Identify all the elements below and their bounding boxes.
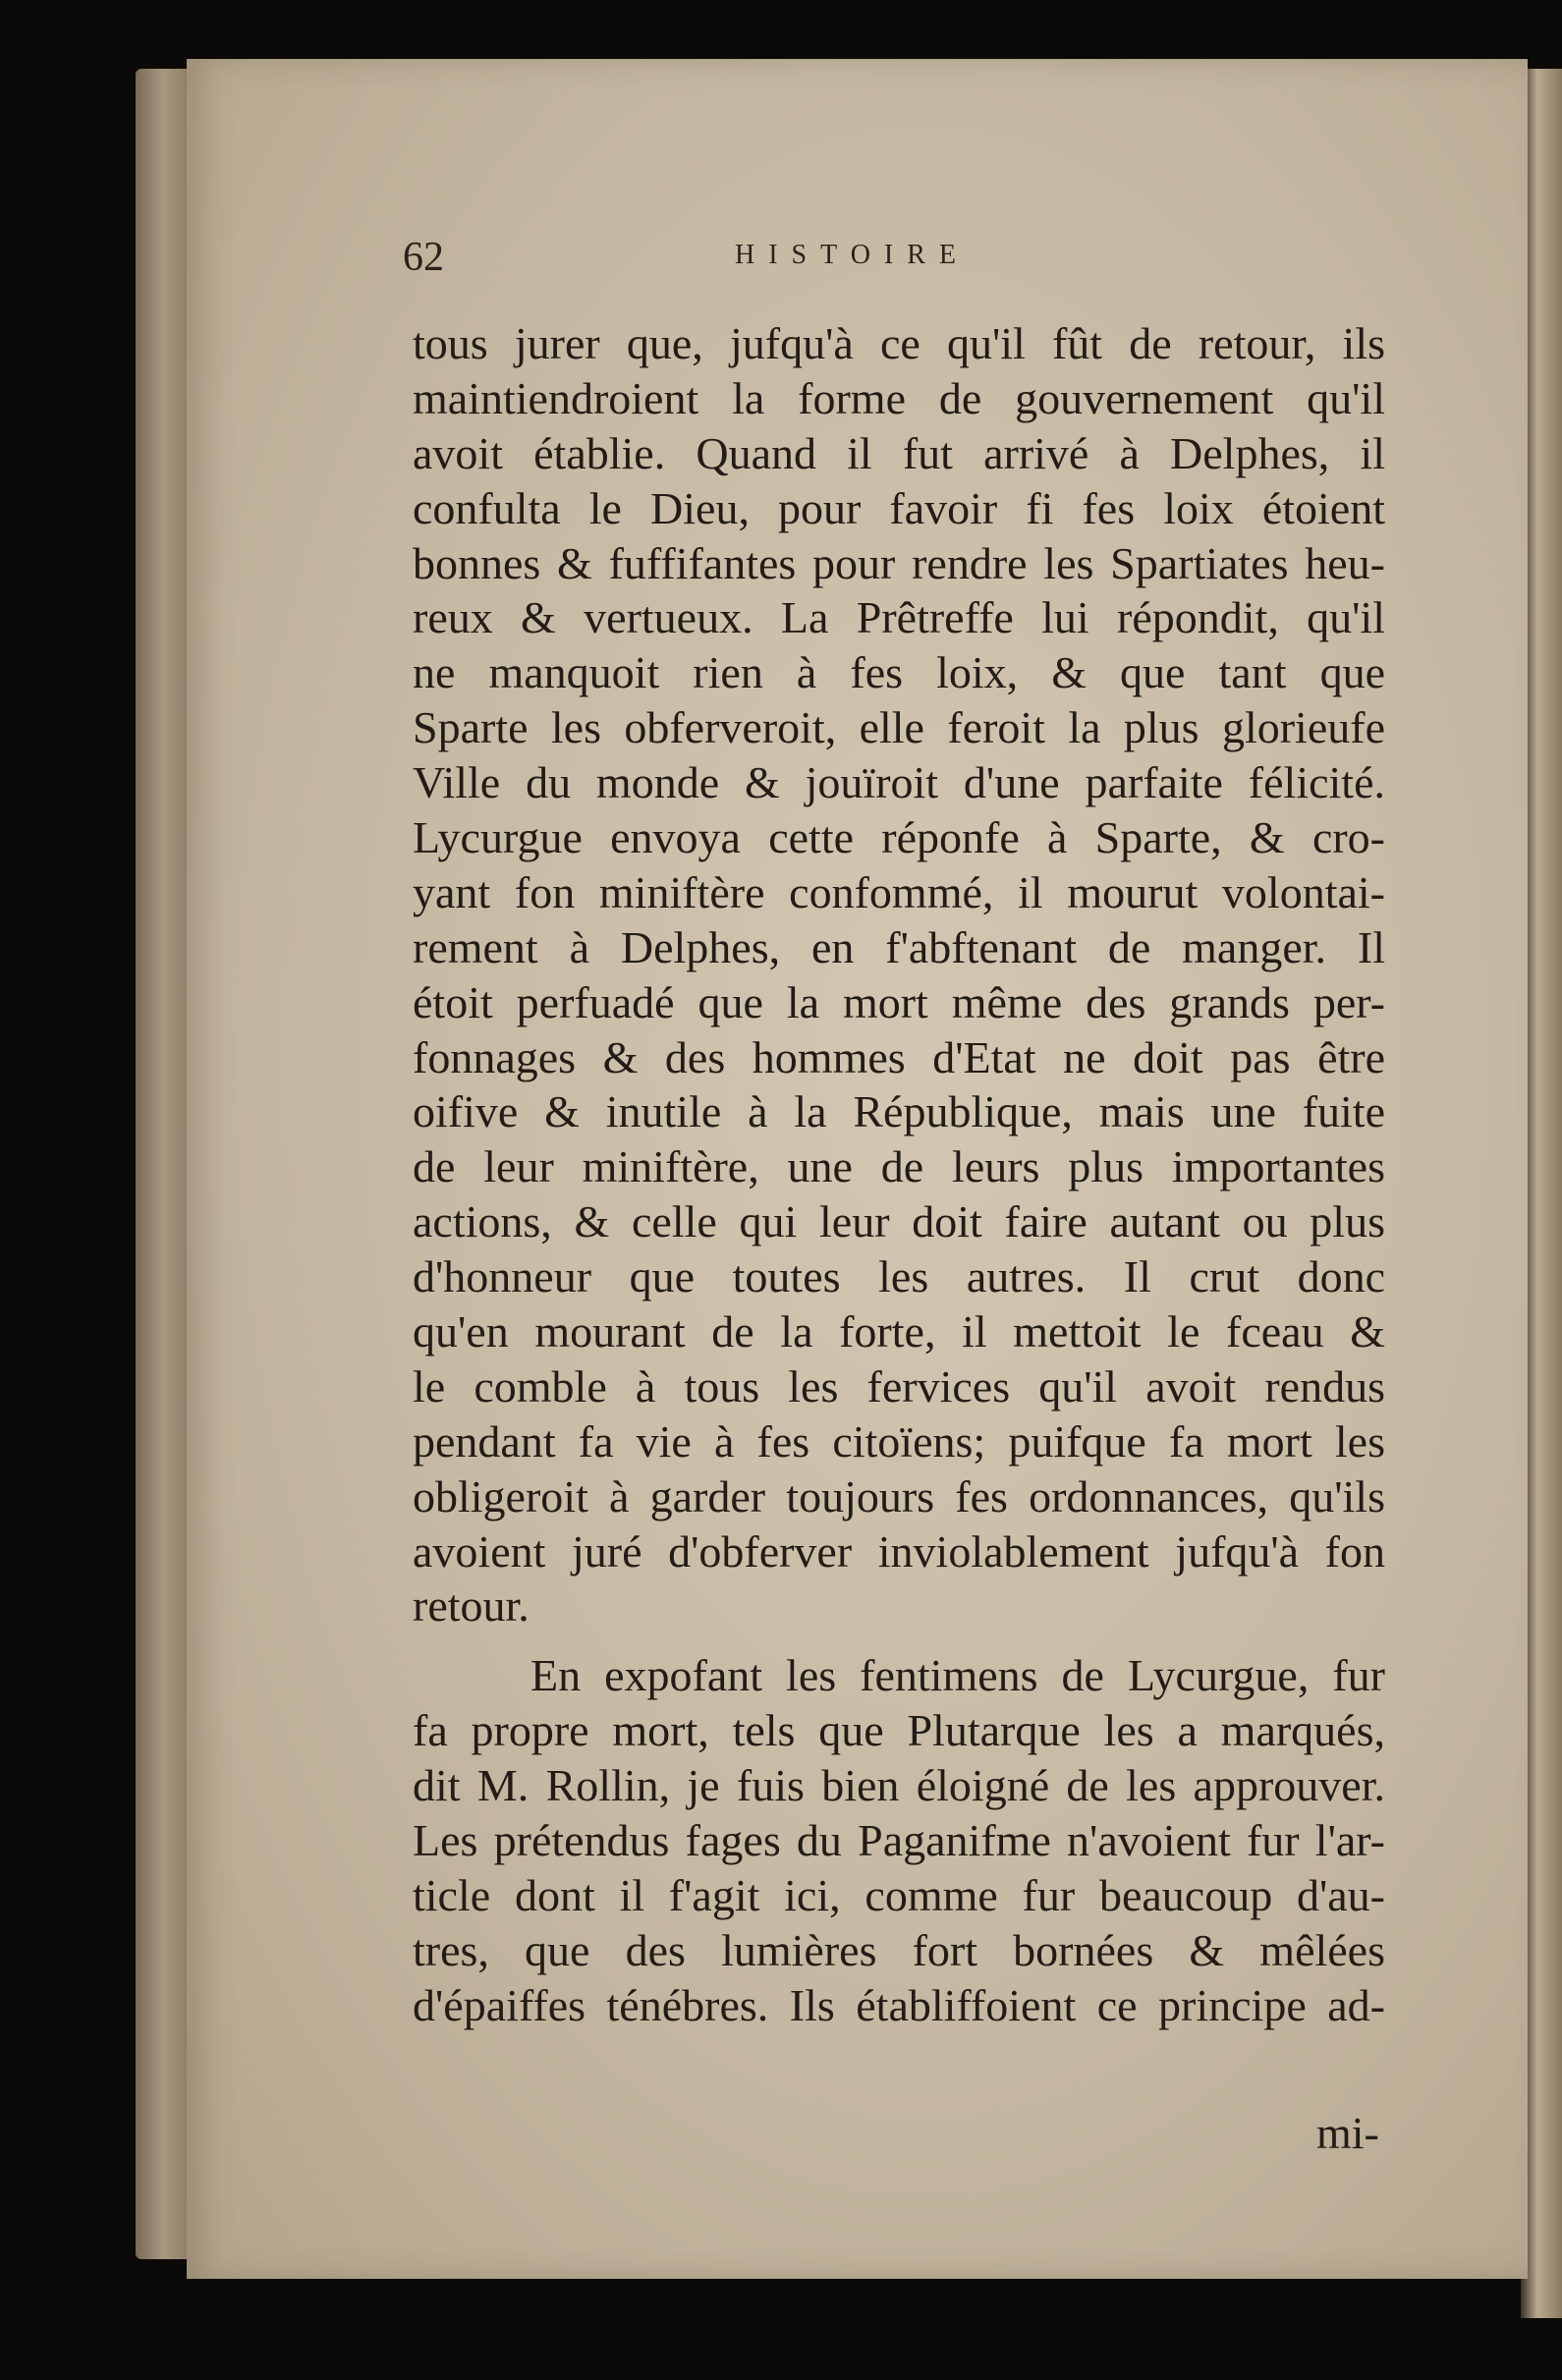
text-line: Les prétendus fages du Paganifme n'avoient fur l'ar- — [413, 1815, 1385, 1866]
page-number: 62 — [403, 235, 444, 280]
text-line: Lycurgue envoya cette réponfe à Sparte, & cro- — [413, 812, 1385, 863]
text-line: En expofant les fentimens de Lycurgue, fur — [530, 1650, 1385, 1701]
text-line: Ville du monde & jouïroit d'une parfaite félicité. — [413, 757, 1385, 808]
text-line: qu'en mourant de la forte, il mettoit le fceau & — [413, 1306, 1385, 1357]
text-line: ticle dont il f'agit ici, comme fur beaucoup d'au- — [413, 1869, 1385, 1920]
text-line: étoit perfuadé que la mort même des grands per- — [413, 976, 1385, 1027]
text-line: tous jurer que, jufqu'à ce qu'il fût de retour, ils — [413, 318, 1385, 368]
text-line: oifive & inutile à la République, mais une fuite — [413, 1086, 1385, 1137]
catchword: mi- — [1316, 2108, 1379, 2158]
text-line: fonnages & des hommes d'Etat ne doit pas être — [413, 1031, 1385, 1082]
running-title: HISTOIRE — [735, 240, 971, 270]
text-line: tres, que des lumières fort bornées & mêlées — [413, 1924, 1385, 1975]
text-line: d'épaiffes ténébres. Ils établiffoient ce principe ad- — [413, 1979, 1385, 2030]
paragraph-1 — [413, 316, 1385, 1633]
text-line: retour. — [413, 1580, 530, 1632]
text-line: rement à Delphes, en f'abftenant de manger. Il — [413, 921, 1385, 972]
text-line: d'honneur que toutes les autres. Il crut donc — [413, 1251, 1385, 1302]
body-text — [413, 316, 1385, 2033]
text-line: avoit établie. Quand il fut arrivé à Delphes, il — [413, 427, 1385, 478]
text-line: actions, & celle qui leur doit faire autant ou plus — [413, 1196, 1385, 1247]
text-line: le comble à tous les fervices qu'il avoit rendus — [413, 1360, 1385, 1411]
text-line: pendant fa vie à fes citoïens; puifque fa mort les — [413, 1415, 1385, 1467]
text-line: dit M. Rollin, je fuis bien éloigné de les approuver. — [413, 1760, 1385, 1811]
text-line: confulta le Dieu, pour favoir fi fes loix étoient — [413, 482, 1385, 533]
paragraph-2 — [413, 1648, 1385, 2032]
text-line: obligeroit à garder toujours fes ordonnances, qu'ils — [413, 1470, 1385, 1522]
text-line: Sparte les obferveroit, elle feroit la plus glorieufe — [413, 702, 1385, 753]
text-line: reux & vertueux. La Prêtreffe lui répondit, qu'il — [413, 592, 1385, 643]
text-line: yant fon miniftère confommé, il mourut volontai- — [413, 866, 1385, 917]
text-line: de leur miniftère, une de leurs plus importantes — [413, 1141, 1385, 1192]
text-line: fa propre mort, tels que Plutarque les a marqués, — [413, 1705, 1385, 1756]
text-line: maintiendroient la forme de gouvernement qu'il — [413, 372, 1385, 423]
text-line: bonnes & fuffifantes pour rendre les Spartiates heu- — [413, 537, 1385, 588]
text-line: avoient juré d'obferver inviolablement jufqu'à fon — [413, 1525, 1385, 1577]
text-line: ne manquoit rien à fes loix, & que tant que — [413, 647, 1385, 698]
